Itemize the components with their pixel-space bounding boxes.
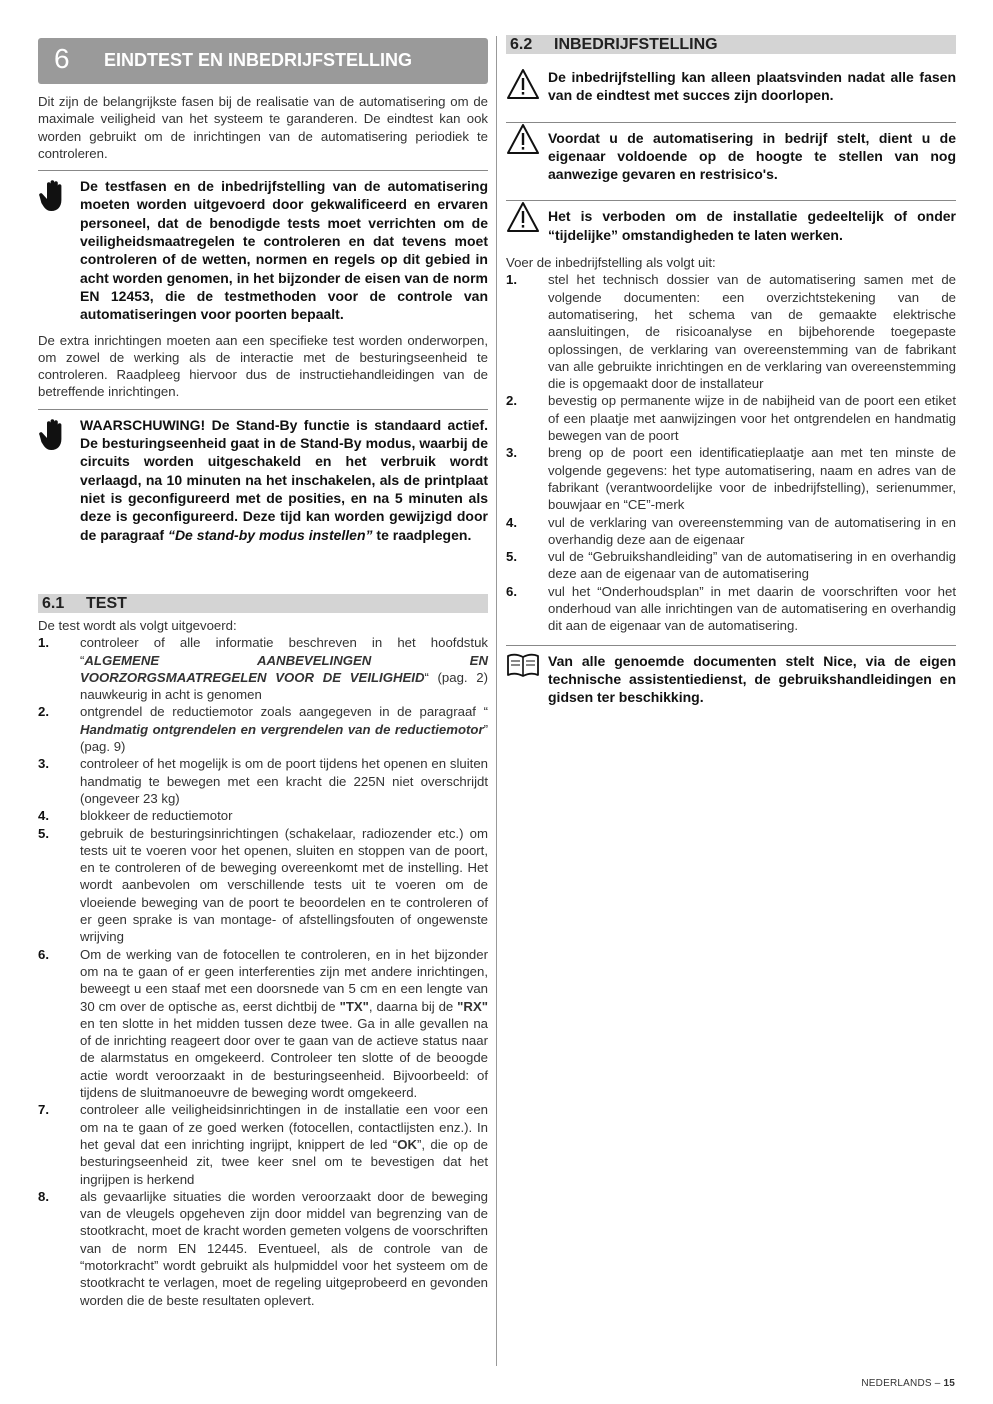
list-item: 5. gebruik de besturingsinrichtingen (schakelaar, radiozender etc.) om tests uit te voeren voor het openen, sluiten en stoppen van de poort, en te controleren of de beweging overeenkomt met de instelling. Het wordt aanbevolen om verschillende tests uit te voeren om de vloeiende beweging van de poort te beoordelen en te controleren of er geen sprake is van montage- of afstellingsfouten of ongewenste wrijving <box>38 825 488 945</box>
standby-section-ref[interactable]: “De stand-by modus instellen” <box>167 526 373 543</box>
documentation-note <box>506 645 956 707</box>
list-item: 8. als gevaarlijke situaties die worden veroorzaakt door de beweging van de vleugels opgeheven zijn door middel van begrenzing van de stootkracht, moet de kracht worden gemeten volgens de voorschriften van de norm EN 12445. Eventueel, als de controle van de “motorkracht” wordt gebruikt als hulpmiddel voor het systeem om de stootkracht te verlagen, moet de regeling uitgeprobeerd en gevonden worden die de beste resultaten oplevert. <box>38 1188 488 1308</box>
chapter-header <box>38 38 488 84</box>
footer-language: NEDERLANDS – <box>861 1378 944 1389</box>
book-icon <box>506 652 540 683</box>
warning-triangle-icon <box>506 68 540 105</box>
list-item: 5. vul de “Gebruikshandleiding” van de automatisering in en overhandig deze aan de eigenaar van de automatisering <box>506 549 956 582</box>
column-divider <box>496 36 497 1366</box>
hand-stop-icon <box>38 179 68 218</box>
list-item: 2. ontgrendel de reductiemotor zoals aangegeven in de paragraaf “ Handmatig ontgrendelen en vergrendelen van de reductiemotor” (pag. 9) <box>38 704 488 755</box>
list-item: 6. vul het “Onderhoudsplan” in met daarin de voorschriften voor het onderhoud van alle inrichtingen van de automatisering en overhandig dit aan de eigenaar van de automatisering. <box>506 583 956 634</box>
manual-release-ref[interactable]: Handmatig ontgrendelen en vergrendelen van de reductiemotor <box>80 721 484 737</box>
standby-warning-tail: te raadplegen. <box>372 526 472 543</box>
warning-note-1 <box>506 68 956 105</box>
list-item: 4. blokkeer de reductiemotor <box>38 808 233 824</box>
hand-stop-icon <box>38 418 68 457</box>
section-6-2-header: 6.2 INBEDRIJFSTELLING <box>506 35 956 54</box>
documentation-text: Van alle genoemde documenten stelt Nice, via de eigen technische assistentiedienst, de gebruikshandleidingen en gidsen ter beschikking. <box>548 652 956 706</box>
commissioning-steps-list <box>506 271 956 634</box>
page-number: 15 <box>943 1378 955 1389</box>
list-item: 1. controleer of alle informatie beschreven in het hoofdstuk “ALGEMENE AANBEVELINGEN EN VOORZORGSMAATREGELEN VOOR DE VEILIGHEID“ (pag. 2) nauwkeurig in acht is genomen <box>38 635 488 703</box>
warning-text-1: De inbedrijfstelling kan alleen plaatsvinden nadat alle fasen van de eindtest met succes zijn doorlopen. <box>548 69 956 104</box>
list-item: 3. breng op de poort een identificatieplaatje aan met ten minste de volgende gegevens: het type automatisering, naam en adres van de fabrikant (verantwoordelijke voor de inbedrijfstelling), serienummer, bouwjaar en “CE”-merk <box>506 445 956 513</box>
test-steps-list <box>38 634 488 1309</box>
section-6-1 <box>38 594 488 1309</box>
page-footer <box>861 1378 955 1389</box>
warning-note-2 <box>506 122 956 184</box>
section-6-2 <box>506 35 956 707</box>
extra-devices-paragraph: De extra inrichtingen moeten aan een specifieke test worden onderworpen, om zowel de werking als de interactie met de besturingseenheid te controleren. Raadpleeg hiervoor dus de instructiehandleidingen van de betreffende inrichtingen. <box>38 332 488 400</box>
standby-warning-text: WAARSCHUWING! De Stand-By functie is standaard actief. De besturingseenheid gaat in de Stand-By modus, waarbij de circuits worden uitgeschakeld en het verbruik wordt verlaagd, na 10 minuten na het inschakelen, als de printplaat niet is geconfigureerd met de posities, en na 5 minuten als deze is geconfigureerd. Deze tijd kan worden gewijzigd door de paragraaf <box>80 416 488 543</box>
list-item: 2. bevestig op permanente wijze in de nabijheid van de poort een etiket of een plaatje met aanwijzingen voor het ontgrendelen en handmatig bewegen van de poort <box>506 393 956 444</box>
list-item: 4. vul de verklaring van overeenstemming van de automatisering in en overhandig deze aan de eigenaar <box>506 514 956 547</box>
commissioning-lead: Voer de inbedrijfstelling als volgt uit: <box>506 255 716 271</box>
warning-text-2: Voordat u de automatisering in bedrijf stelt, dient u de eigenaar voldoende op de hoogte te stellen van nog aanwezige gevaren en restrisico's. <box>548 129 956 183</box>
test-lead: De test wordt als volgt uitgevoerd: <box>38 618 237 633</box>
list-item: 7. controleer alle veiligheidsinrichtingen in de installatie een voor een om na te gaan of ze goed werken (fotocellen, contactlijsten enz.). In het geval dat een inrichting ingrijpt, knippert de led “OK”, die op de besturingseenheid zit, twee keer snel om te bevestigen dat het ingrijpen is herkend <box>38 1102 489 1187</box>
list-item: 6. Om de werking van de fotocellen te controleren, en in het bijzonder om na te gaan of er geen interferenties zijn met andere inrichtingen, beweegt u een staaf met een doorsnede van 5 cm en een lengte van 30 cm over de optische as, eerst dichtbij de "TX", daarna bij de "RX" en ten slotte in het midden tussen deze twee. Ga in alle gevallen na of de inrichting reageert door over te gaan van de actieve status naar de alarmstatus en omgekeerd. Controleer ten slotte of de beoogde actie wordt veroorzaakt in de besturingseenheid. Bijvoorbeeld: of tijdens de sluitmanoeuvre de beweging wordt omgekeerd. <box>38 946 488 1101</box>
list-item: 1. stel het technisch dossier van de automatisering samen met de volgende documenten: een overzichtstekening van de automatisering, het schema van de gemaakte elektrische aansluitingen, de risicoanalyse en bijbehorende toegepaste oplossingen, de verklaring van overeenstemming van de fabrikant van alle gebruikte inrichtingen en de verklaring van overeenstemming die is opgemaakt door de installateur <box>506 272 956 392</box>
chapter-title: EINDTEST EN INBEDRIJFSTELLING <box>104 50 413 70</box>
list-item: 3. controleer of het mogelijk is om de poort tijdens het openen en sluiten handmatig te bewegen met een kracht die 225N niet overschrijdt (ongeveer 23 kg) <box>38 756 488 806</box>
warning-note-3 <box>506 200 956 244</box>
safety-chapter-ref[interactable]: ALGEMENE AANBEVELINGEN EN VOORZORGSMAATREGELEN VOOR DE VEILIGHEID <box>80 652 488 685</box>
chapter-number: 6 <box>54 43 70 74</box>
qualified-personnel-text: De testfasen en de inbedrijfstelling van de automatisering moeten worden uitgevoerd door gekwalificeerd en ervaren personeel, dat de benodigde tests moet verrichten om de veiligheidsmaatregelen te controleren en dat tevens moet controleren of de wetten, normen en regels op dit gebied in acht worden genomen, in het bijzonder de eisen van de norm EN 12453, die de testmethoden voor de controle van automatiseringen voor poorten bepaalt. <box>80 178 488 323</box>
intro-paragraph: Dit zijn de belangrijkste fasen bij de realisatie van de automatisering om de maximale veiligheid van het systeem te garanderen. De eindtest kan ook worden gebruikt om de inrichtingen van de automatisering periodiek te controleren. <box>38 94 488 161</box>
section-6-1-header: 6.1 TEST <box>38 594 488 613</box>
warning-triangle-icon <box>506 123 540 160</box>
standby-warning-note <box>38 409 488 544</box>
warning-triangle-icon <box>506 201 540 238</box>
qualified-personnel-note <box>38 170 488 323</box>
warning-text-3: Het is verboden om de installatie gedeeltelijk of onder “tijdelijke” omstandigheden te laten werken. <box>548 208 956 243</box>
